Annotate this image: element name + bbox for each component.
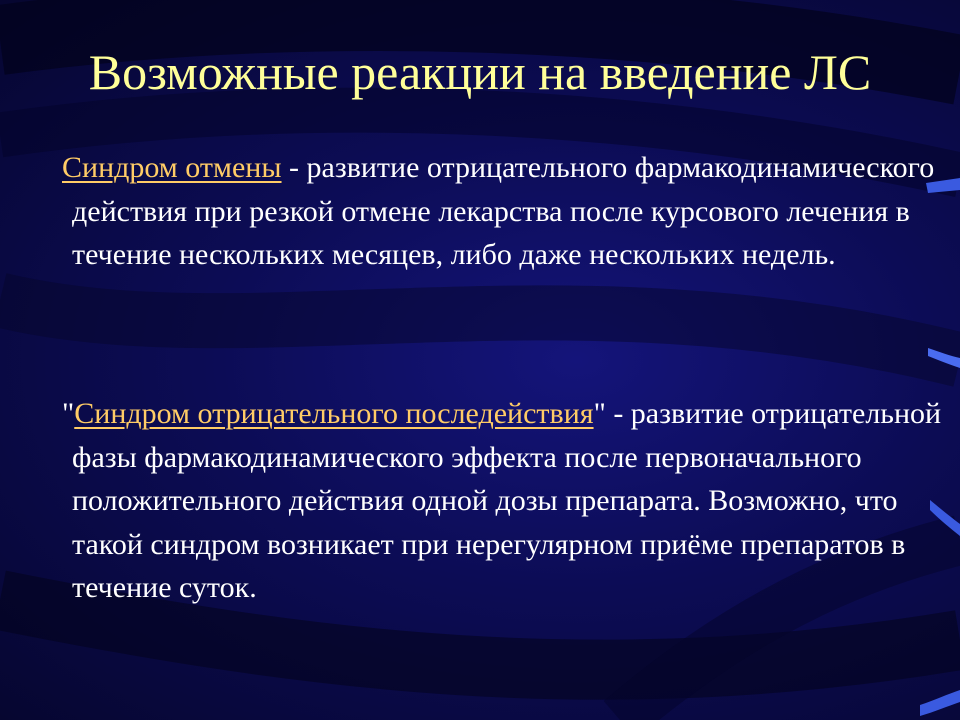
term-suffix: "	[593, 397, 606, 430]
term-prefix: "	[62, 397, 75, 430]
paragraph-body: - развитие отрицательного фармакодинамического действия при резкой отмене лекарства после курсового лечения в течение нескольких месяцев, либо даже нескольких недель.	[72, 151, 935, 271]
slide-title: Возможные реакции на введение ЛС	[88, 44, 872, 100]
paragraph-negative-aftereffect-syndrome	[40, 392, 952, 610]
paragraph-withdrawal-syndrome	[40, 146, 952, 277]
term-link[interactable]: Синдром отрицательного последействия	[74, 397, 594, 430]
paragraph-body: - развитие отрицательной фазы фармакодинамического эффекта после первоначального положительного действия одной дозы препарата. Возможно, что такой синдром возникает при нерегулярном приёме препаратов в течение суток.	[72, 397, 942, 604]
term-link[interactable]: Синдром отмены	[62, 151, 282, 184]
